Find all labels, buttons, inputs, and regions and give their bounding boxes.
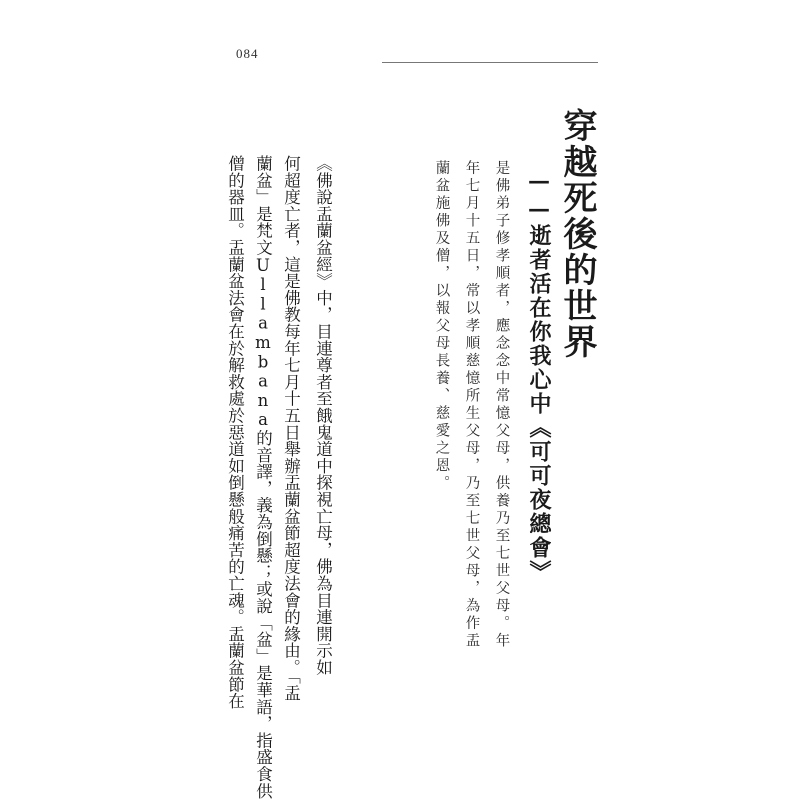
chapter-title: 穿越死後的世界 (557, 108, 597, 360)
quote-line: 是佛弟子修孝順者，應念念中常憶父母，供養乃至七世父母。年 (493, 160, 510, 650)
body-line: 僧的器皿。盂蘭盆法會在於解救處於惡道如倒懸般痛苦的亡魂。盂蘭盆節在 (225, 155, 245, 710)
chapter-subtitle: ——逝者活在你我心中《可可夜總會》 (526, 168, 552, 584)
quote-line: 年七月十五日，常以孝順慈憶所生父母，乃至七世父母，為作盂 (463, 160, 480, 650)
body-line: 何超度亡者，這是佛教每年七月十五日舉辦盂蘭盆節超度法會的緣由。「盂 (281, 155, 301, 702)
body-line: 《佛說盂蘭盆經》中，目連尊者至餓鬼道中探視亡母，佛為目連開示如 (313, 155, 333, 676)
quote-line: 蘭盆施佛及僧，以報父母長養、慈愛之恩。 (433, 160, 450, 493)
header-rule (382, 62, 598, 63)
page-number: 084 (236, 46, 259, 61)
body-line: 蘭盆」是梵文Ullambana的音譯，義為倒懸；或說「盆」是華語，指盛食供 (253, 155, 273, 799)
